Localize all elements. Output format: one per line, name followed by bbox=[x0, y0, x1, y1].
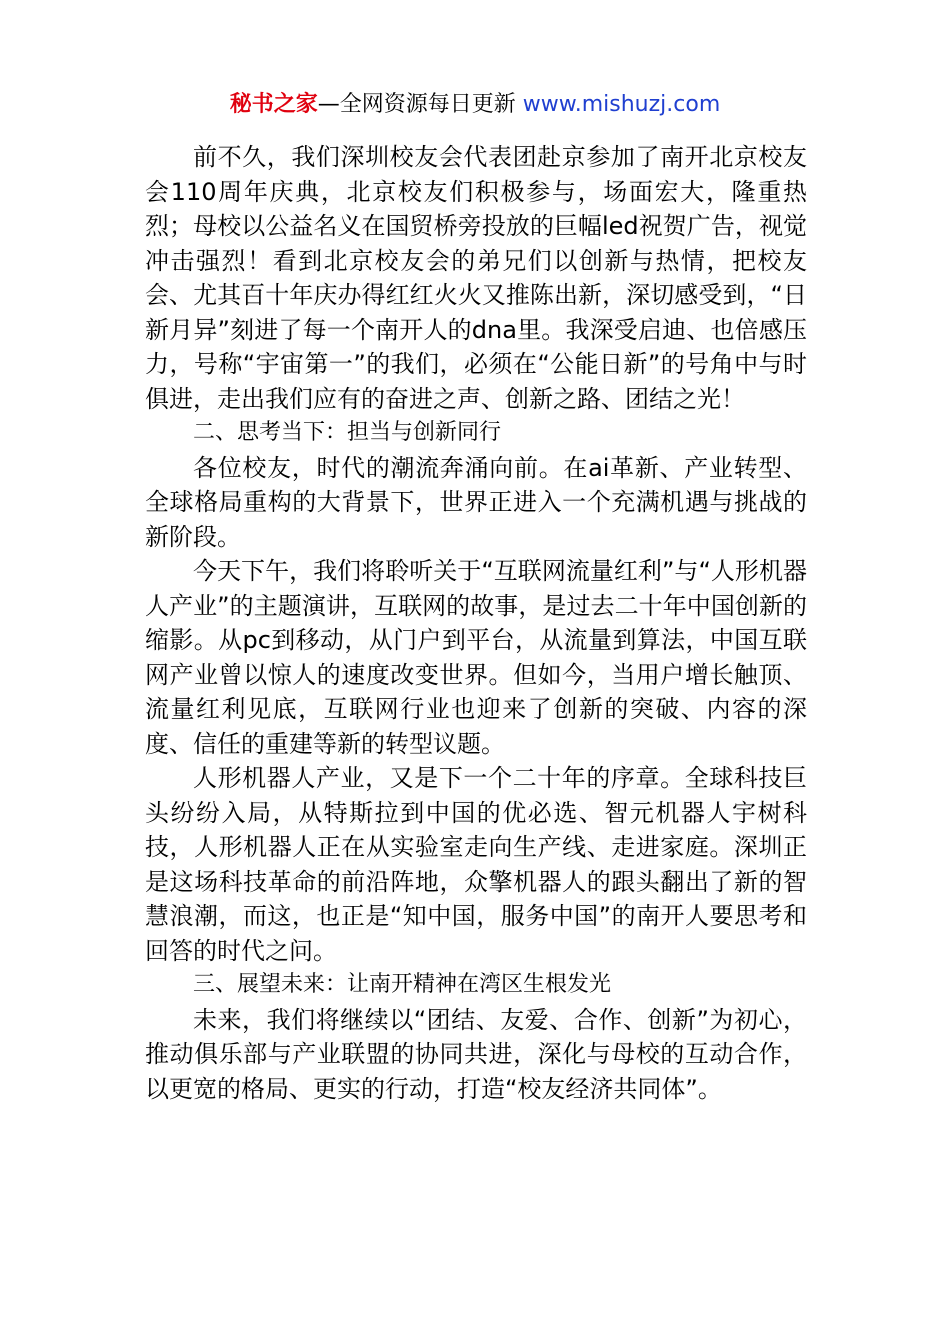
page-header bbox=[0, 88, 950, 122]
document-body bbox=[145, 140, 807, 1106]
brand-name: 秘书之家 bbox=[229, 92, 318, 117]
section-heading: 二、思考当下：担当与创新同行 bbox=[193, 420, 502, 445]
paragraph: 前不久，我们深圳校友会代表团赴京参加了南开北京校友会110周年庆典，北京校友们积极参与，场面宏大，隆重热烈；母校以公益名义在国贸桥旁投放的巨幅led祝贺广告，视觉冲击强烈！看到北京校友会的弟兄们以创新与热情，把校友会、尤其百十年庆办得红红火火又推陈出新，深切感受到，“日新月异”刻进了每一个南开人的dna里。我深受启迪、也倍感压力，号称“宇宙第一”的我们，必须在“公能日新”的号角中与时俱进，走出我们应有的奋进之声、创新之路、团结之光！ bbox=[145, 143, 807, 413]
paragraph: 各位校友，时代的潮流奔涌向前。在ai革新、产业转型、全球格局重构的大背景下，世界正进入一个充满机遇与挑战的新阶段。 bbox=[145, 453, 807, 551]
paragraph: 人形机器人产业，又是下一个二十年的序章。全球科技巨头纷纷入局，从特斯拉到中国的优必选、智元机器人宇树科技，人形机器人正在从实验室走向生产线、走进家庭。深圳正是这场科技革命的前沿阵地，众擎机器人的跟头翻出了新的智慧浪潮，而这，也正是“知中国，服务中国”的南开人要思考和回答的时代之问。 bbox=[145, 764, 807, 965]
section-heading: 三、展望未来：让南开精神在湾区生根发光 bbox=[193, 972, 612, 997]
paragraph: 未来，我们将继续以“团结、友爱、合作、创新”为初心，推动俱乐部与产业联盟的协同共进，深化与母校的互动合作，以更宽的格局、更实的行动，打造“校友经济共同体”。 bbox=[145, 1005, 807, 1103]
header-tagline: —全网资源每日更新 bbox=[317, 92, 523, 117]
header-url[interactable]: www.mishuzj.com bbox=[522, 92, 721, 117]
paragraph: 今天下午，我们将聆听关于“互联网流量红利”与“人形机器人产业”的主题演讲，互联网的故事，是过去二十年中国创新的缩影。从pc到移动，从门户到平台，从流量到算法，中国互联网产业曾以惊人的速度改变世界。但如今，当用户增长触顶、流量红利见底，互联网行业也迎来了创新的突破、内容的深度、信任的重建等新的转型议题。 bbox=[145, 557, 807, 758]
